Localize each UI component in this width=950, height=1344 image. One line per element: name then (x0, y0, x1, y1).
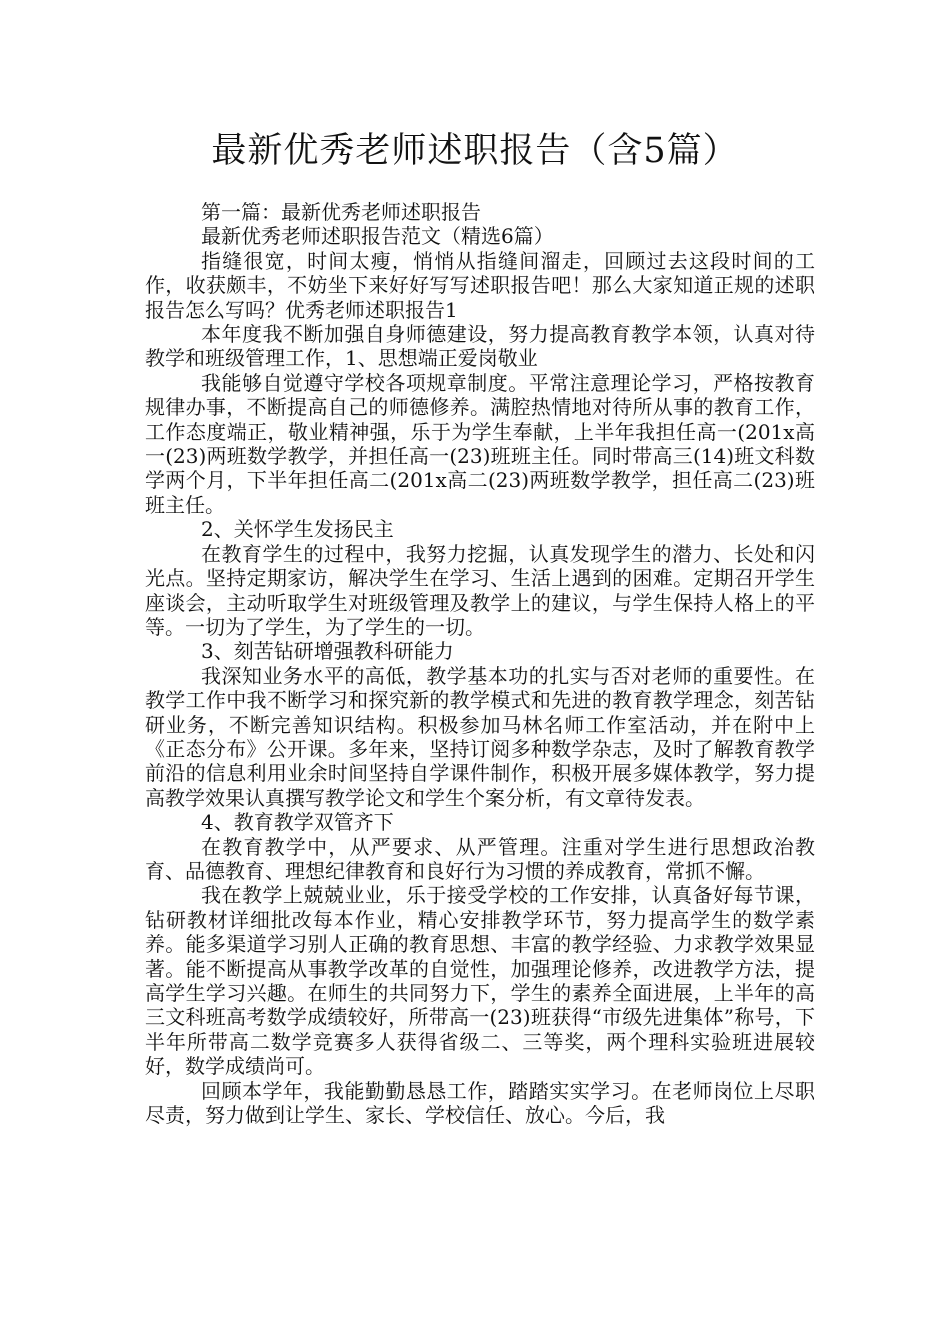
section-heading: 第一篇：最新优秀老师述职报告 (201, 200, 481, 224)
subheading: 4、教育教学双管齐下 (201, 810, 394, 835)
subtitle-line: 最新优秀老师述职报告范文（精选6篇） (201, 224, 554, 249)
paragraph: 在教育学生的过程中，我努力挖掘，认真发现学生的潜力、长处和闪光点。坚持定期家访，解决学生在学习、生活上遇到的困难。定期召开学生座谈会，主动听取学生对班级管理及教学上的建议，与学生保持人格上的平等。一切为了学生，为了学生的一切。 (145, 541, 815, 639)
document-body (145, 200, 815, 1127)
paragraph: 我深知业务水平的高低，教学基本功的扎实与否对老师的重要性。在教学工作中我不断学习和探究新的教学模式和先进的教育教学理念，刻苦钻研业务，不断完善知识结构。积极参加马林名师工作室活动，并在附中上《正态分布》公开课。多年来，坚持订阅多种数学杂志，及时了解教育教学前沿的信息利用业余时间坚持自学课件制作，积极开展多媒体教学，努力提高教学效果认真撰写教学论文和学生个案分析，有文章待发表。 (145, 663, 815, 810)
paragraph: 本年度我不断加强自身师德建设，努力提高教育教学本领，认真对待教学和班级管理工作，1、思想端正爱岗敬业 (145, 322, 815, 371)
paragraph: 我在教学上兢兢业业，乐于接受学校的工作安排，认真备好每节课，钻研教材详细批改每本作业，精心安排教学环节，努力提高学生的数学素养。能多渠道学习别人正确的教育思想、丰富的教学经验、力求教学效果显著。能不断提高从事教学改革的自觉性，加强理论修养，改进教学方法，提高学生学习兴趣。在师生的共同努力下，学生的素养全面进展，上半年的高三文科班高考数学成绩较好，所带高一(23)班获得“市级先进集体”称号，下半年所带高二数学竞赛多人获得省级二、三等奖，两个理科实验班进展较好，数学成绩尚可。 (145, 883, 815, 1079)
paragraph: 回顾本学年，我能勤勤恳恳工作，踏踏实实学习。在老师岗位上尽职尽责，努力做到让学生、家长、学校信任、放心。今后，我 (145, 1078, 815, 1128)
paragraph-intro: 指缝很宽，时间太瘦，悄悄从指缝间溜走，回顾过去这段时间的工作，收获颇丰，不妨坐下来好好写写述职报告吧！那么大家知道正规的述职报告怎么写吗？优秀老师述职报告1 (145, 248, 815, 322)
document-title: 最新优秀老师述职报告（含5篇） (211, 131, 739, 171)
paragraph: 在教育教学中，从严要求、从严管理。注重对学生进行思想政治教育、品德教育、理想纪律教育和良好行为习惯的养成教育，常抓不懈。 (145, 834, 815, 883)
subheading: 3、刻苦钻研增强教科研能力 (201, 639, 454, 664)
subheading: 2、关怀学生发扬民主 (201, 517, 394, 542)
paragraph: 我能够自觉遵守学校各项规章制度。平常注意理论学习，严格按教育规律办事，不断提高自己的师德修养。满腔热情地对待所从事的教育工作，工作态度端正，敬业精神强，乐于为学生奉献，上半年我担任高一(201x高一(23)两班数学教学，并担任高一(23)班班主任。同时带高三(14)班文科数学两个月，下半年担任高二(201x高二(23)两班数学教学，担任高二(23)班班主任。 (145, 370, 815, 517)
